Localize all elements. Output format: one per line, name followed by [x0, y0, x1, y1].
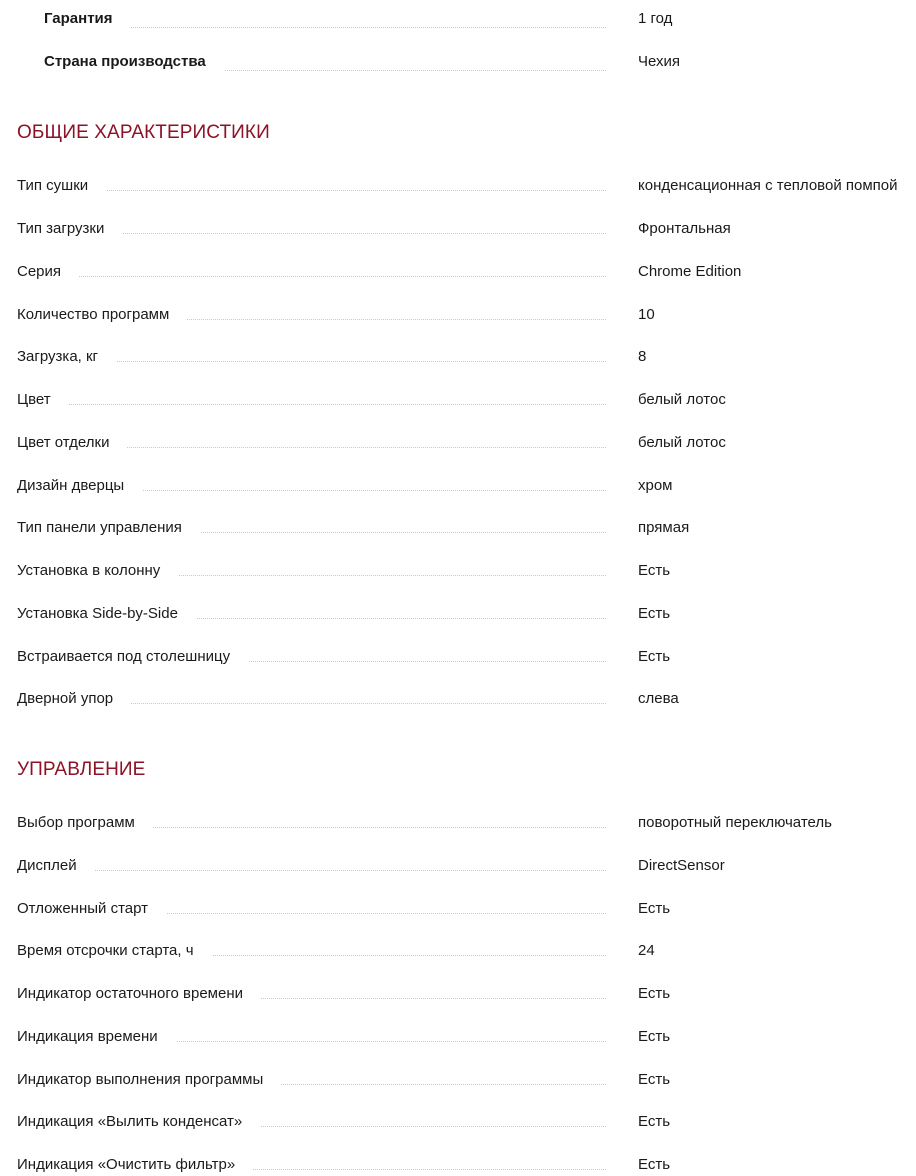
spec-label: Тип панели управления: [17, 518, 200, 538]
section-heading-general: ОБЩИЕ ХАРАКТЕРИСТИКИ: [17, 122, 270, 143]
spec-row: [17, 689, 916, 709]
spec-value: Есть: [638, 900, 671, 917]
spec-value: прямая: [638, 519, 690, 536]
spec-row: [17, 941, 916, 961]
spec-row: [17, 433, 916, 453]
spec-row: [17, 518, 916, 538]
spec-value: Есть: [638, 605, 671, 622]
spec-value: слева: [638, 690, 679, 707]
spec-row: [17, 856, 916, 876]
spec-label: Индикация «Очистить фильтр»: [17, 1155, 253, 1175]
spec-row: [17, 1112, 916, 1132]
spec-row: [17, 1027, 916, 1047]
spec-value: 24: [638, 942, 655, 959]
spec-row: [17, 647, 916, 667]
spec-value: Фронтальная: [638, 220, 731, 237]
spec-value: Есть: [638, 648, 671, 665]
spec-label: Индикация времени: [17, 1027, 176, 1047]
spec-value: Chrome Edition: [638, 263, 742, 280]
spec-row: [17, 262, 916, 282]
spec-value: 1 год: [638, 10, 673, 27]
spec-label: Индикатор выполнения программы: [17, 1070, 281, 1090]
spec-label: Цвет: [17, 390, 69, 410]
spec-row: [17, 347, 916, 367]
spec-value: 10: [638, 306, 655, 323]
spec-label: Тип сушки: [17, 176, 106, 196]
spec-label: Количество программ: [17, 305, 187, 325]
spec-row: [17, 1070, 916, 1090]
spec-row: [17, 813, 916, 833]
spec-label: Встраивается под столешницу: [17, 647, 248, 667]
spec-row: [17, 899, 916, 919]
spec-value: конденсационная с тепловой помпой: [638, 177, 898, 194]
spec-value: поворотный переключатель: [638, 814, 832, 831]
dotted-leader: [17, 870, 606, 871]
spec-row: [17, 984, 916, 1004]
spec-value: Есть: [638, 1113, 671, 1130]
spec-label: Тип загрузки: [17, 219, 122, 239]
spec-label: Гарантия: [17, 9, 131, 29]
spec-value: Есть: [638, 562, 671, 579]
spec-label: Загрузка, кг: [17, 347, 116, 367]
spec-value: Есть: [638, 1071, 671, 1088]
spec-label: Серия: [17, 262, 79, 282]
spec-value: белый лотос: [638, 391, 726, 408]
dotted-leader: [17, 404, 606, 405]
spec-label: Страна производства: [17, 52, 224, 72]
spec-row: [17, 476, 916, 496]
spec-row: [17, 561, 916, 581]
spec-label: Индикация «Вылить конденсат»: [17, 1112, 260, 1132]
spec-value: 8: [638, 348, 647, 365]
spec-value: Есть: [638, 1156, 671, 1173]
section-heading-controls: УПРАВЛЕНИЕ: [17, 759, 146, 780]
spec-row: [17, 390, 916, 410]
spec-value: хром: [638, 477, 673, 494]
spec-value: DirectSensor: [638, 857, 725, 874]
spec-value: Есть: [638, 985, 671, 1002]
spec-label: Установка Side-by-Side: [17, 604, 196, 624]
spec-row-country: [17, 52, 916, 72]
spec-label: Индикатор остаточного времени: [17, 984, 261, 1004]
spec-row: [17, 604, 916, 624]
spec-label: Дисплей: [17, 856, 95, 876]
spec-label: Цвет отделки: [17, 433, 127, 453]
spec-label: Дизайн дверцы: [17, 476, 142, 496]
spec-label: Время отсрочки старта, ч: [17, 941, 212, 961]
spec-value: белый лотос: [638, 434, 726, 451]
spec-row-warranty: [17, 9, 916, 29]
spec-label: Отложенный старт: [17, 899, 166, 919]
spec-label: Установка в колонну: [17, 561, 178, 581]
spec-label: Дверной упор: [17, 689, 131, 709]
spec-row: [17, 1155, 916, 1175]
spec-row: [17, 176, 916, 196]
spec-value: Чехия: [638, 53, 681, 70]
dotted-leader: [17, 276, 606, 277]
spec-value: Есть: [638, 1028, 671, 1045]
spec-row: [17, 305, 916, 325]
spec-label: Выбор программ: [17, 813, 153, 833]
spec-row: [17, 219, 916, 239]
